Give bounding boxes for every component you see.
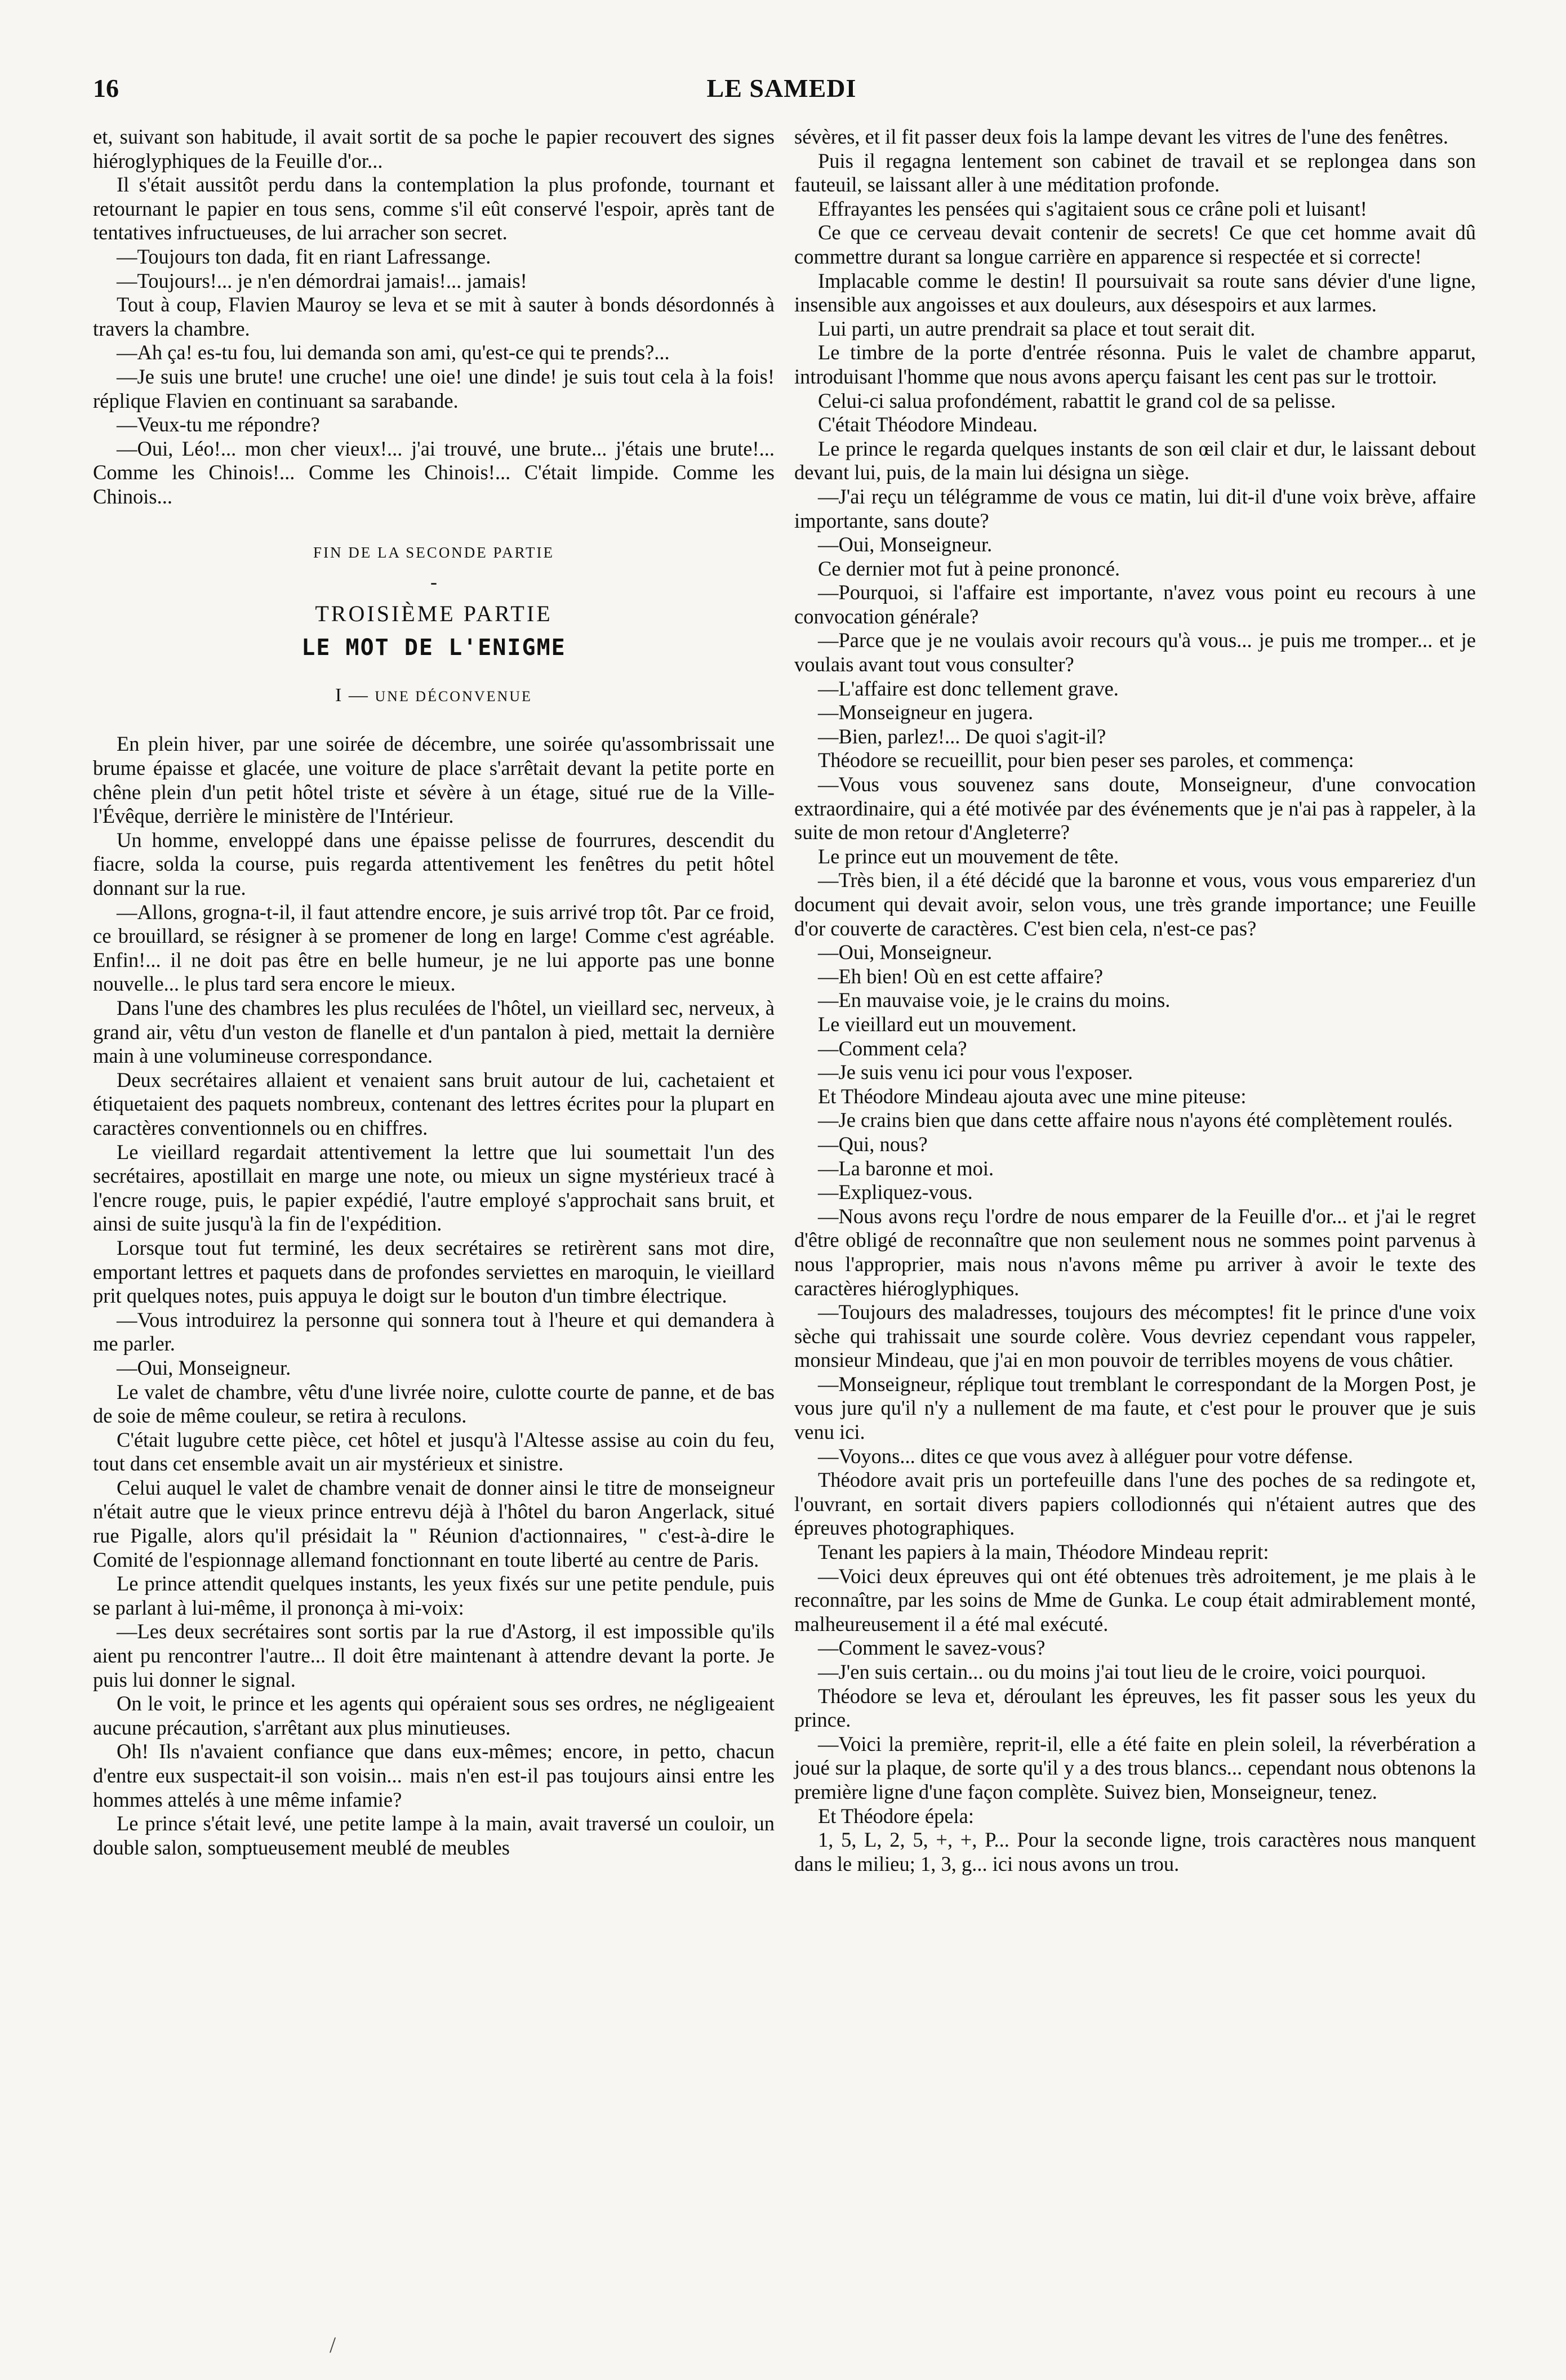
paragraph: —Nous avons reçu l'ordre de nous emparer de la Feuille d'or... et j'ai le regret d'être obligé de reconnaître que non seulement nous ne sommes point parvenus à nous l'approprier, mais nous n'avons même pu arriver à avoir le texte des caractères hiéroglyphiques. [794,1204,1476,1300]
paragraph: —La baronne et moi. [818,1156,994,1180]
paragraph: Le valet de chambre, vêtu d'une livrée noire, culotte courte de panne, et de bas de soie de même couleur, se retira à reculons. [93,1380,775,1428]
paragraph: Il s'était aussitôt perdu dans la contemplation la plus profonde, tournant et retournant le papier en tous sens, comme s'il eût conservé l'espoir, après tant de tentatives infructueuses, de lui arracher son secret. [93,173,775,244]
paragraph: Le prince s'était levé, une petite lampe à la main, avait traversé un couloir, un double salon, somptueusement meublé de meubles [93,1812,775,1859]
paragraph: Ce que ce cerveau devait contenir de secrets! Ce que cet homme avait dû commettre durant sa longue carrière en apparence si respectée et si correcte! [794,221,1476,268]
paragraph: Lorsque tout fut terminé, les deux secrétaires se retirèrent sans mot dire, emportant lettres et paquets dans de profondes serviettes en maroquin, le vieillard prit quelques notes, puis appuya le doigt sur le bouton d'un timbre électrique. [93,1236,775,1308]
paragraph: —J'ai reçu un télégramme de vous ce matin, lui dit-il d'une voix brève, affaire importante, sans doute? [794,484,1476,532]
paragraph: —Parce que je ne voulais avoir recours qu'à vous... je puis me tromper... et je voulais avant tout vous consulter? [794,629,1476,676]
paragraph: —Très bien, il a été décidé que la baronne et vous, vous vous empareriez d'un document qui devait avoir, selon vous, une très grande importance; une Feuille d'or couverte de caractères. C'est bien cela, n'est-ce pas? [794,868,1476,940]
paragraph: —Oui, Monseigneur. [117,1356,291,1379]
paragraph: Le timbre de la porte d'entrée résonna. Puis le valet de chambre apparut, introduisant l'homme que nous avons aperçu faisant les cent pas sur le trottoir. [794,341,1476,388]
separator-dash: - [430,571,437,594]
paragraph: Effrayantes les pensées qui s'agitaient sous ce crâne poli et luisant! [818,197,1367,220]
paragraph: —Oui, Monseigneur. [818,941,993,964]
paragraph: C'était Théodore Mindeau. [818,413,1038,436]
paragraph: —Les deux secrétaires sont sortis par la rue d'Astorg, il est impossible qu'ils aient pu rencontrer l'autre... Il doit être maintenant à attendre devant la porte. Je puis lui donner le signal. [93,1620,775,1691]
section-heading: LE MOT DE L'ENIGME [301,635,566,661]
paragraph: Théodore se leva et, déroulant les épreuves, les fit passer sous les yeux du prince. [794,1684,1476,1732]
paragraph: —L'affaire est donc tellement grave. [818,676,1119,700]
paragraph: Le vieillard regardait attentivement la lettre que lui soumettait l'un des secrétaires, apostillait en marge une note, ou mieux un signe mystérieux tracé à l'encre rouge, puis, le papier expédié, l'autre employé s'approchait sans bruit, et ainsi de suite jusqu'à la fin de l'expédition. [93,1140,775,1236]
paragraph: —Allons, grogna-t-il, il faut attendre encore, je suis arrivé trop tôt. Par ce froid, ce brouillard, se résigner à se promener de long en large! Comme c'est agréable. Enfin!... il ne doit pas être en belle humeur, je ne lui apporte pas une bonne nouvelle... le plus tard sera encore le mieux. [93,900,775,996]
left-paragraphs-top [93,125,775,509]
page-number: 16 [93,74,119,102]
end-of-part-note: FIN DE LA SECONDE PARTIE [313,543,554,561]
newspaper-title: LE SAMEDI [706,74,857,102]
paragraph: —Je suis une brute! une cruche! une oie! une dinde! je suis tout cela à la fois! réplique Flavien en continuant sa sarabande. [93,364,775,412]
paragraph: Celui auquel le valet de chambre venait de donner ainsi le titre de monseigneur n'était autre que le vieux prince entrevu déjà à l'hôtel du baron Angerlack, situé rue Pigalle, alors qu'il présidait la " Réunion d'actionnaires, " c'est-à-dire le Comité de l'espionnage allemand fonctionnant en toute liberté au centre de Paris. [93,1476,775,1571]
paragraph: —Comment cela? [818,1036,967,1060]
paragraph: Lui parti, un autre prendrait sa place et tout serait dit. [818,317,1256,340]
paragraph: —Toujours!... je n'en démordrai jamais!... jamais! [117,269,527,292]
chapter-number: I — [335,684,369,706]
paragraph: —Vous vous souvenez sans doute, Monseigneur, d'une convocation extraordinaire, qui a été motivée par des événements que je n'ai pas à rappeler, à la suite de mon retour d'Angleterre? [794,773,1476,844]
paragraph: Celui-ci salua profondément, rabattit le grand col de sa pelisse. [818,389,1336,412]
paragraph: 1, 5, L, 2, 5, +, +, P... Pour la seconde ligne, trois caractères nous manquent dans le milieu; 1, 3, g... ici nous avons un trou. [794,1828,1476,1875]
part-heading: TROISIÈME PARTIE [315,600,553,626]
paragraph: On le voit, le prince et les agents qui opéraient sous ses ordres, ne négligeaient aucune précaution, s'arrêtant aux plus minutieuses. [93,1692,775,1739]
paragraph: Le prince eut un mouvement de tête. [818,844,1119,868]
paragraph: Dans l'une des chambres les plus reculées de l'hôtel, un vieillard sec, nerveux, à grand air, vêtu d'un veston de flanelle et d'un pantalon à pied, mettait la dernière main à une volumineuse correspondance. [93,996,775,1068]
paragraph: Puis il regagna lentement son cabinet de travail et se replongea dans son fauteuil, se laissant aller à une méditation profonde. [794,149,1476,197]
paragraph: —Je crains bien que dans cette affaire nous n'ayons été complètement roulés. [818,1108,1453,1132]
paragraph: —Oui, Monseigneur. [818,533,993,556]
paragraph: —Bien, parlez!... De quoi s'agit-il? [818,724,1106,748]
paragraph: Le vieillard eut un mouvement. [818,1012,1077,1036]
paragraph: —Veux-tu me répondre? [117,413,320,436]
paragraph: —Oui, Léo!... mon cher vieux!... j'ai trouvé, une brute... j'étais une brute!... Comme les Chinois!... Comme les Chinois!... C'était limpide. Comme les Chinois... [93,436,775,508]
left-paragraphs-bottom [93,732,775,1860]
paragraph: sévères, et il fit passer deux fois la lampe devant les vitres de l'une des fenêtres. [794,125,1448,148]
paragraph: —Expliquez-vous. [818,1180,973,1204]
right-column [794,125,1476,1876]
stray-mark: / [330,2332,336,2357]
paragraph: Tout à coup, Flavien Mauroy se leva et se mit à sauter à bonds désordonnés à travers la chambre. [93,293,775,340]
paragraph: —Toujours ton dada, fit en riant Lafressange. [117,244,491,268]
paragraph: Implacable comme le destin! Il poursuivait sa route sans dévier d'une ligne, insensible aux angoisses et aux douleurs, aux désespoirs et aux larmes. [794,269,1476,317]
paragraph: —Eh bien! Où en est cette affaire? [818,964,1104,988]
paragraph: —Pourquoi, si l'affaire est importante, n'avez vous point eu recours à une convocation générale? [794,581,1476,628]
paragraph: —J'en suis certain... ou du moins j'ai tout lieu de le croire, voici pourquoi. [818,1660,1426,1683]
paragraph: Tenant les papiers à la main, Théodore Mindeau reprit: [818,1540,1269,1564]
paragraph: —Toujours des maladresses, toujours des mécomptes! fit le prince d'une voix sèche qui trahissait une sourde colère. Vous devriez cependant vous rappeler, monsieur Mindeau, que j'ai en mon pouvoir de terribles moyens de vous châtier. [794,1300,1476,1372]
chapter-heading [93,684,775,709]
chapter-title: UNE DÉCONVENUE [375,688,532,705]
paragraph: —Monseigneur, réplique tout tremblant le correspondant de la Morgen Post, je vous jure qu'il n'y a nullement de ma faute, et c'est pour le prouver que je suis venu ici. [794,1372,1476,1444]
paragraph: Et Théodore épela: [818,1804,975,1828]
page-header [93,73,1470,113]
paragraph: et, suivant son habitude, il avait sortit de sa poche le papier recouvert des signes hiéroglyphiques de la Feuille d'or... [93,125,775,172]
paragraph: —Vous introduirez la personne qui sonnera tout à l'heure et qui demandera à me parler. [93,1308,775,1356]
paragraph: —Comment le savez-vous? [818,1636,1046,1660]
paragraph: C'était lugubre cette pièce, cet hôtel et jusqu'à l'Altesse assise au coin du feu, tout dans cet ensemble avait un air mystérieux et sinistre. [93,1428,775,1476]
paragraph: Théodore se recueillit, pour bien peser ses paroles, et commença: [818,748,1354,772]
paragraph: Un homme, enveloppé dans une épaisse pelisse de fourrures, descendit du fiacre, solda la course, puis regarda attentivement les fenêtres du petit hôtel donnant sur la rue. [93,828,775,900]
paragraph: —Voici deux épreuves qui ont été obtenues très adroitement, je me plais à le reconnaître, par les soins de Mme de Gunka. Le coup était admirablement monté, malheureusement il a été mal exécuté. [794,1564,1476,1635]
paragraph: —Qui, nous? [818,1132,928,1156]
right-paragraphs [794,125,1476,1876]
left-column [93,125,775,1860]
paragraph: Oh! Ils n'avaient confiance que dans eux-mêmes; encore, in petto, chacun d'entre eux suspectait-il son voisin... mais n'en est-il pas toujours ainsi entre les hommes attelés à une même infamie? [93,1740,775,1811]
paragraph: Le prince le regarda quelques instants de son œil clair et dur, le laissant debout devant lui, puis, de la main lui désigna un siège. [794,436,1476,484]
paragraph: —Ah ça! es-tu fou, lui demanda son ami, qu'est-ce qui te prends?... [117,341,670,364]
paragraph: Ce dernier mot fut à peine prononcé. [818,556,1120,580]
paragraph: —Monseigneur en jugera. [818,701,1034,724]
paragraph: Deux secrétaires allaient et venaient sans bruit autour de lui, cachetaient et étiquetaient des paquets nombreux, contenant des lettres écrites pour la plupart en caractères conventionnels ou en chiffres. [93,1068,775,1139]
paragraph: En plein hiver, par une soirée de décembre, une soirée qu'assombrissait une brume épaisse et glacée, une voiture de place s'arrêtait devant la petite porte en chêne plein d'un petit hôtel triste et sévère à un étage, situé rue de la Ville-l'Évêque, derrière le ministère de l'Intérieur. [93,732,775,828]
paragraph: —Voici la première, reprit-il, elle a été faite en plein soleil, la réverbération a joué sur la plaque, de sorte qu'il y a des trous blancs... cependant nous obtenons la première ligne d'une façon complète. Suivez bien, Monseigneur, tenez. [794,1732,1476,1803]
paragraph: —Voyons... dites ce que vous avez à alléguer pour votre défense. [818,1444,1354,1468]
paragraph: Le prince attendit quelques instants, les yeux fixés sur une petite pendule, puis se parlant à lui-même, il prononça à mi-voix: [93,1572,775,1619]
paragraph: Théodore avait pris un portefeuille dans l'une des poches de sa redingote et, l'ouvrant, en sortait divers papiers collodionnés qui n'étaient autres que des épreuves photographiques. [794,1468,1476,1540]
paragraph: —Je suis venu ici pour vous l'exposer. [818,1060,1133,1084]
paragraph: —En mauvaise voie, je le crains du moins. [818,988,1171,1012]
paragraph: Et Théodore Mindeau ajouta avec une mine piteuse: [818,1084,1247,1108]
